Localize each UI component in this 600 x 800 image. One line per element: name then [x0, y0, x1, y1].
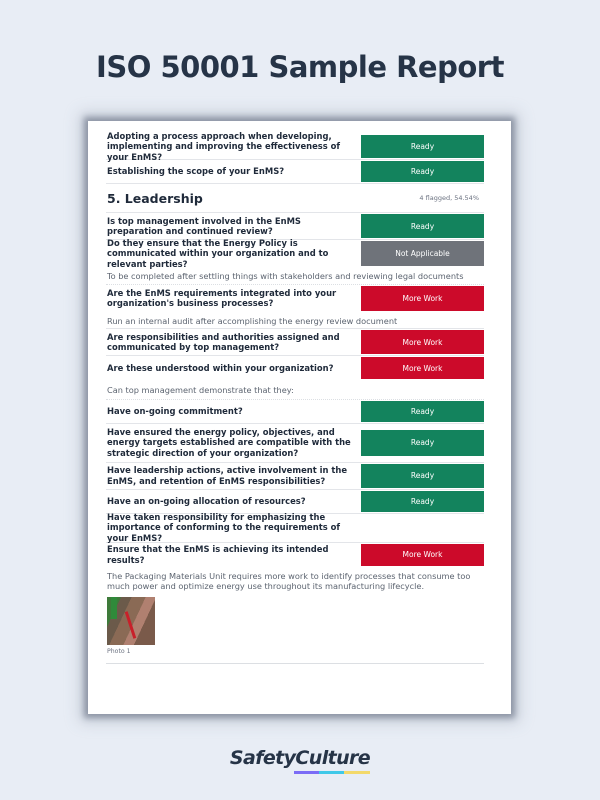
- question-text: Have taken responsibility for emphasizing the importance of conforming to the requirements of your EnMS?: [107, 511, 340, 543]
- question-note: Run an internal audit after accomplishing the energy review document: [106, 312, 484, 330]
- question-row: [106, 130, 484, 162]
- question-row: [106, 424, 484, 463]
- section-title: 5. Leadership: [107, 190, 203, 206]
- question-row: [106, 490, 484, 514]
- section-flagged-score: 4 flagged, 54.54%: [419, 194, 479, 202]
- photo-thumbnail[interactable]: [107, 597, 155, 645]
- question-row: [106, 160, 484, 184]
- question-text: Have leadership actions, active involvement in the EnMS, and retention of EnMS responsibilities?: [107, 465, 348, 486]
- question-text: Adopting a process approach when developing, implementing and improving the effectiveness of your EnMS?: [107, 130, 341, 162]
- question-text: Is top management involved in the EnMS preparation and continued review?: [107, 215, 301, 236]
- question-row: [106, 356, 484, 380]
- page-title: ISO 50001 Sample Report: [96, 50, 504, 84]
- photo-attachment: [106, 595, 484, 655]
- question-row: [106, 400, 484, 424]
- question-row: [106, 237, 484, 269]
- question-text: Are responsibilities and authorities assigned and communicated by top management?: [107, 331, 340, 352]
- question-text: Do they ensure that the Energy Policy is communicated within your organization and to relevant parties?: [107, 237, 329, 269]
- question-note: Can top management demonstrate that they:: [106, 380, 484, 400]
- status-badge-ready[interactable]: Ready: [361, 135, 484, 158]
- status-badge-ready[interactable]: Ready: [361, 401, 484, 422]
- status-badge-empty: [361, 515, 484, 541]
- status-badge-ready[interactable]: Ready: [361, 491, 484, 512]
- question-row: [106, 463, 484, 490]
- status-badge-ready[interactable]: Ready: [361, 464, 484, 488]
- status-badge-ready[interactable]: Ready: [361, 430, 484, 456]
- photo-caption: Photo 1: [107, 648, 131, 656]
- question-row: [106, 511, 484, 543]
- section-header: [106, 184, 484, 213]
- status-badge-more-work[interactable]: More Work: [361, 357, 484, 379]
- report-content: [106, 130, 484, 664]
- question-row: [106, 543, 484, 567]
- status-badge-ready[interactable]: Ready: [361, 161, 484, 182]
- status-badge-not-applicable[interactable]: Not Applicable: [361, 241, 484, 266]
- question-row: [106, 329, 484, 356]
- status-badge-more-work[interactable]: More Work: [361, 330, 484, 354]
- brand-footer: [0, 747, 600, 769]
- question-row: [106, 285, 484, 312]
- question-text: Have an on-going allocation of resources?: [107, 495, 306, 506]
- inspection-comment: The Packaging Materials Unit requires more work to identify processes that consume too much power and optimize energy use throughout its manufacturing lifecycle.: [107, 570, 471, 592]
- brand-logo: [230, 747, 370, 769]
- question-text: Are these understood within your organization?: [107, 362, 334, 373]
- brand-underline: [294, 771, 370, 774]
- question-text: Establishing the scope of your EnMS?: [107, 166, 285, 177]
- question-text: Ensure that the EnMS is achieving its intended results?: [107, 544, 329, 565]
- divider: [106, 663, 484, 664]
- question-row: [106, 213, 484, 240]
- status-badge-more-work[interactable]: More Work: [361, 286, 484, 311]
- report-page: [88, 121, 511, 714]
- question-text: Have ensured the energy policy, objectives, and energy targets established are compatible with the strategic direction of your organization?: [107, 426, 351, 458]
- question-text: Have on-going commitment?: [107, 405, 243, 416]
- question-note: To be completed after settling things with stakeholders and reviewing legal documents: [106, 267, 484, 285]
- brand-name: SafetyCulture: [229, 747, 371, 769]
- status-badge-more-work[interactable]: More Work: [361, 544, 484, 566]
- question-text: Are the EnMS requirements integrated into your organization's business processes?: [107, 287, 337, 308]
- status-badge-ready[interactable]: Ready: [361, 214, 484, 238]
